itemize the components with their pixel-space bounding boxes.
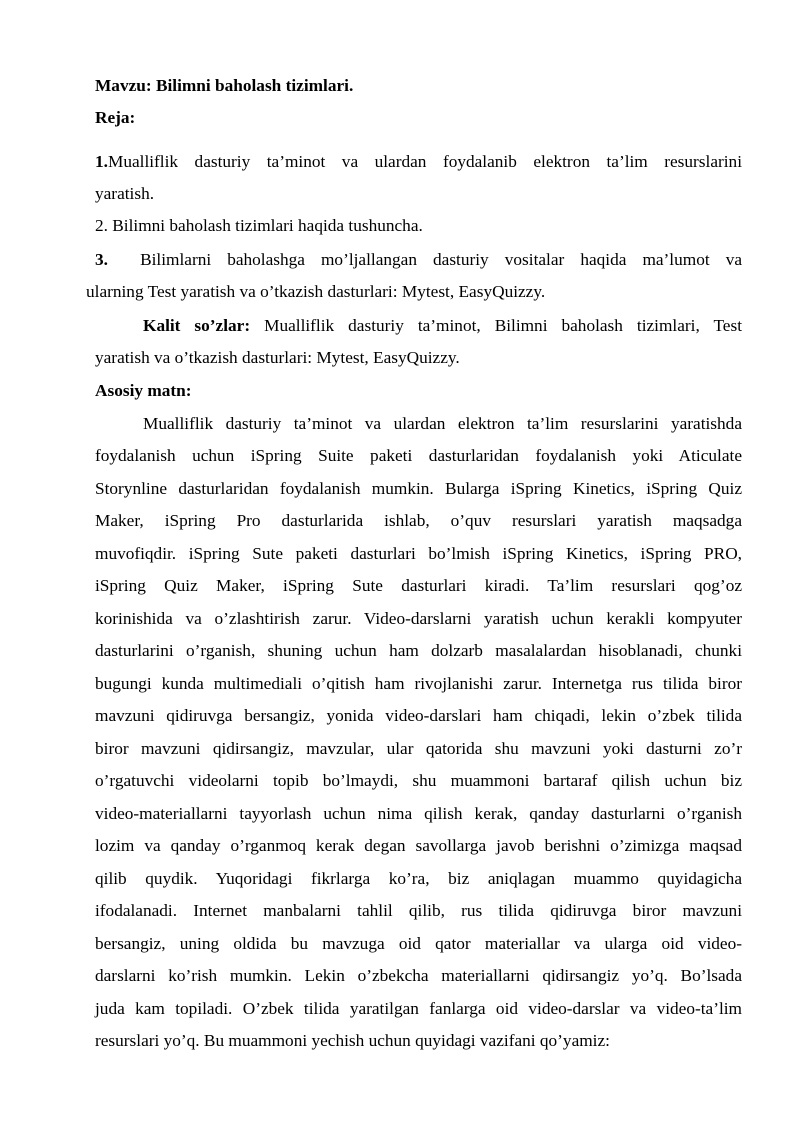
paragraph-line: lozim va qanday o’rganmoq kerak degan savollarga javob berishni o’zimizga maqsad	[95, 836, 742, 855]
plan-item-3	[95, 250, 742, 270]
paragraph-line: Maker, iSpring Pro dasturlarida ishlab, o’quv resurslari yaratish maqsadga	[95, 511, 742, 530]
paragraph-line: dasturlarini o’rganish, shuning uchun ham dolzarb masalalardan hisoblanadi, chunki	[95, 641, 742, 660]
paragraph-line: biror mavzuni qidirsangiz, mavzular, ular qatorida shu mavzuni yoki dasturni zo’r	[95, 739, 742, 758]
keywords-line	[143, 316, 742, 336]
paragraph-line: muvofiqdir. iSpring Sute paketi dasturlari bo’lmish iSpring Kinetics, iSpring PRO,	[95, 544, 742, 563]
plan-item-1-continuation: yaratish.	[95, 184, 155, 203]
paragraph-line: qilib quydik. Yuqoridagi fikrlarga ko’ra, biz aniqlagan muammo quyidagicha	[95, 869, 742, 888]
paragraph-line: mavzuni qidiruvga bersangiz, yonida video-darslari ham chiqadi, lekin o’zbek tilida	[95, 706, 742, 725]
paragraph-line: video-materiallarni tayyorlash uchun nima qilish kerak, qanday dasturlarni o’rganish	[95, 804, 742, 823]
plan-item-2: 2. Bilimni baholash tizimlari haqida tushuncha.	[95, 216, 423, 235]
paragraph-line: o’rgatuvchi videolarni topib bo’lmaydi, shu muammoni bartaraf qilish uchun biz	[95, 771, 742, 790]
paragraph-line: bersangiz, uning oldida bu mavzuga oid qator materiallar va ularga oid video-	[95, 934, 742, 953]
paragraph-line: Storynline dasturlaridan foydalanish mumkin. Bularga iSpring Kinetics, iSpring Quiz	[95, 479, 742, 498]
topic-heading: Mavzu: Bilimni baholash tizimlari.	[95, 76, 354, 95]
plan-item-1	[95, 152, 742, 172]
plan-item-text: Mualliflik dasturiy ta’minot va ulardan foydalanib elektron ta’lim resurslarini	[107, 152, 742, 171]
paragraph-line: iSpring Quiz Maker, iSpring Sute dasturlari kiradi. Ta’lim resurslari qog’oz	[95, 576, 742, 595]
plan-item-text: Bilimlarni baholashga mo’ljallangan dasturiy vositalar haqida ma’lumot va	[140, 250, 743, 269]
plan-item-3-continuation: ularning Test yaratish va o’tkazish dasturlari: Mytest, EasyQuizzy.	[86, 282, 546, 301]
paragraph-line: juda kam topiladi. O’zbek tilida yaratilgan fanlarga oid video-darslar va video-ta’lim	[95, 999, 742, 1018]
paragraph-line: Mualliflik dasturiy ta’minot va ulardan elektron ta’lim resurslarini yaratishda	[143, 414, 742, 433]
plan-item-number: 3.	[95, 250, 108, 269]
keywords-text: Mualliflik dasturiy ta’minot, Bilimni baholash tizimlari, Test	[264, 316, 743, 335]
paragraph-line: foydalanish uchun iSpring Suite paketi dasturlaridan foydalanish yoki Aticulate	[95, 446, 742, 465]
paragraph-line: resurslari yo’q. Bu muammoni yechish uchun quyidagi vazifani qo’yamiz:	[95, 1031, 610, 1050]
paragraph-line: ifodalanadi. Internet manbalarni tahlil qilib, rus tilida qidiruvga biror mavzuni	[95, 901, 742, 920]
paragraph-line: korinishida va o’zlashtirish zarur. Video-darslarni yaratish uchun kerakli kompyuter	[95, 609, 742, 628]
plan-heading: Reja:	[95, 108, 136, 127]
plan-item-number: 1.	[95, 152, 108, 171]
paragraph-line: bugungi kunda multimediali o’qitish ham rivojlanishi zarur. Internetga rus tilida biror	[95, 674, 742, 693]
keywords-label: Kalit so’zlar:	[143, 316, 251, 335]
paragraph-line: darslarni ko’rish mumkin. Lekin o’zbekcha materiallarni qidirsangiz yo’q. Bo’lsada	[95, 966, 742, 985]
main-text-heading: Asosiy matn:	[95, 381, 192, 400]
keywords-continuation: yaratish va o’tkazish dasturlari: Mytest, EasyQuizzy.	[95, 348, 460, 367]
